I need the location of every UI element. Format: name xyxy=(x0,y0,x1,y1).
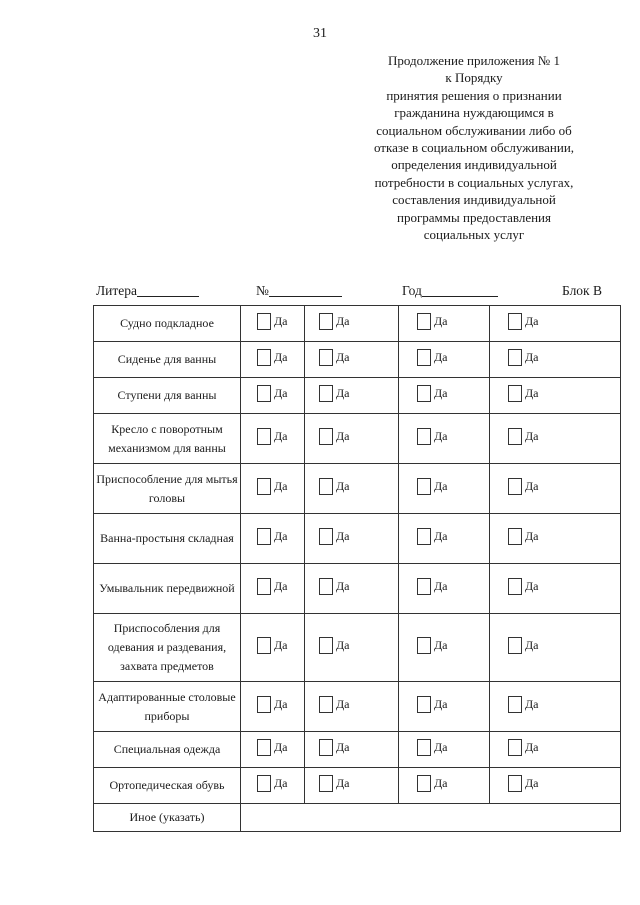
checkbox-square-icon[interactable] xyxy=(508,739,522,756)
checkbox-square-icon[interactable] xyxy=(319,428,333,445)
option-cell xyxy=(241,614,305,682)
yes-checkbox[interactable] xyxy=(417,637,448,654)
yes-checkbox[interactable] xyxy=(319,349,350,366)
option-cell xyxy=(241,564,305,614)
checkbox-square-icon[interactable] xyxy=(508,349,522,366)
litera-blank[interactable] xyxy=(137,283,199,297)
item-label: Адаптированные столовые приборы xyxy=(94,682,241,732)
checkbox-square-icon[interactable] xyxy=(257,775,271,792)
checkbox-label: Да xyxy=(336,638,350,652)
yes-checkbox[interactable] xyxy=(417,578,448,595)
checkbox-square-icon[interactable] xyxy=(257,349,271,366)
option-cell xyxy=(490,768,621,804)
table-row xyxy=(94,378,621,414)
checkbox-label: Да xyxy=(274,479,288,493)
checkbox-square-icon[interactable] xyxy=(257,637,271,654)
checkbox-label: Да xyxy=(525,697,539,711)
checkbox-square-icon[interactable] xyxy=(257,739,271,756)
checkbox-label: Да xyxy=(434,740,448,754)
yes-checkbox[interactable] xyxy=(417,313,448,330)
checkbox-square-icon[interactable] xyxy=(508,428,522,445)
checkbox-label: Да xyxy=(434,350,448,364)
checkbox-label: Да xyxy=(336,529,350,543)
yes-checkbox[interactable] xyxy=(417,696,448,713)
checkbox-label: Да xyxy=(274,350,288,364)
checkbox-label: Да xyxy=(336,579,350,593)
checkbox-square-icon[interactable] xyxy=(319,349,333,366)
yes-checkbox[interactable] xyxy=(257,478,288,495)
litera-label: Литера xyxy=(96,283,138,298)
checkbox-square-icon[interactable] xyxy=(508,313,522,330)
table-row xyxy=(94,564,621,614)
checkbox-label: Да xyxy=(525,776,539,790)
yes-checkbox[interactable] xyxy=(257,385,288,402)
option-cell xyxy=(399,464,490,514)
appendix-line: принятия решения о признании xyxy=(386,87,562,103)
table-row xyxy=(94,306,621,342)
appendix-line: составления индивидуальной xyxy=(392,192,556,208)
checkbox-square-icon[interactable] xyxy=(319,313,333,330)
option-cell xyxy=(241,514,305,564)
option-cell xyxy=(305,682,399,732)
checkbox-label: Да xyxy=(274,386,288,400)
checkbox-label: Да xyxy=(336,776,350,790)
appendix-line: программы предоставления xyxy=(397,209,551,225)
litera-field[interactable] xyxy=(96,283,137,299)
checkbox-square-icon[interactable] xyxy=(508,528,522,545)
checkbox-label: Да xyxy=(525,740,539,754)
checkbox-label: Да xyxy=(274,429,288,443)
number-blank[interactable] xyxy=(269,283,342,297)
yes-checkbox[interactable] xyxy=(257,528,288,545)
checkbox-label: Да xyxy=(274,314,288,328)
yes-checkbox[interactable] xyxy=(417,385,448,402)
checkbox-square-icon[interactable] xyxy=(257,385,271,402)
yes-checkbox[interactable] xyxy=(417,428,448,445)
checkbox-label: Да xyxy=(434,529,448,543)
yes-checkbox[interactable] xyxy=(508,637,539,654)
checkbox-square-icon[interactable] xyxy=(417,739,431,756)
checkbox-label: Да xyxy=(525,579,539,593)
option-cell xyxy=(305,306,399,342)
option-cell xyxy=(490,514,621,564)
yes-checkbox[interactable] xyxy=(508,578,539,595)
item-label: Сиденье для ванны xyxy=(94,342,241,378)
option-cell xyxy=(241,464,305,514)
yes-checkbox[interactable] xyxy=(508,313,539,330)
yes-checkbox[interactable] xyxy=(508,739,539,756)
option-cell xyxy=(399,614,490,682)
option-cell xyxy=(241,378,305,414)
appendix-line: потребности в социальных услугах, xyxy=(374,174,574,190)
checkbox-label: Да xyxy=(434,697,448,711)
checkbox-label: Да xyxy=(434,638,448,652)
item-label: Ступени для ванны xyxy=(94,378,241,414)
checkbox-square-icon[interactable] xyxy=(319,739,333,756)
item-label: Ортопедическая обувь xyxy=(94,768,241,804)
table-row xyxy=(94,732,621,768)
checkbox-label: Да xyxy=(525,638,539,652)
yes-checkbox[interactable] xyxy=(257,313,288,330)
appendix-line: к Порядку xyxy=(445,70,503,86)
checkbox-label: Да xyxy=(434,429,448,443)
checkbox-label: Да xyxy=(336,350,350,364)
other-specify-field[interactable] xyxy=(241,804,621,832)
appendix-line: социальных услуг xyxy=(423,227,525,243)
yes-checkbox[interactable] xyxy=(257,696,288,713)
table-row-other xyxy=(94,804,621,832)
checkbox-label: Да xyxy=(336,314,350,328)
yes-checkbox[interactable] xyxy=(257,637,288,654)
checkbox-square-icon[interactable] xyxy=(508,637,522,654)
appendix-heading xyxy=(340,52,608,243)
table-row xyxy=(94,682,621,732)
option-cell xyxy=(490,414,621,464)
option-cell xyxy=(490,732,621,768)
checkbox-square-icon[interactable] xyxy=(417,578,431,595)
checkbox-label: Да xyxy=(525,429,539,443)
yes-checkbox[interactable] xyxy=(257,578,288,595)
table-row xyxy=(94,514,621,564)
other-label: Иное (указать) xyxy=(94,804,241,832)
table-row xyxy=(94,768,621,804)
checkbox-label: Да xyxy=(274,638,288,652)
option-cell xyxy=(399,564,490,614)
yes-checkbox[interactable] xyxy=(319,313,350,330)
checkbox-square-icon[interactable] xyxy=(417,385,431,402)
appendix-line: определения индивидуальной xyxy=(391,157,557,173)
checkbox-label: Да xyxy=(434,479,448,493)
checkbox-label: Да xyxy=(336,479,350,493)
option-cell xyxy=(399,682,490,732)
option-cell xyxy=(490,614,621,682)
option-cell xyxy=(490,682,621,732)
appendix-line: Продолжение приложения № 1 xyxy=(388,53,560,68)
checkbox-square-icon[interactable] xyxy=(257,696,271,713)
checkbox-label: Да xyxy=(434,776,448,790)
option-cell xyxy=(399,732,490,768)
option-cell xyxy=(490,564,621,614)
checkbox-label: Да xyxy=(525,529,539,543)
item-label: Умывальник передвижной xyxy=(94,564,241,614)
checkbox-label: Да xyxy=(274,740,288,754)
table-row xyxy=(94,342,621,378)
checkbox-square-icon[interactable] xyxy=(417,428,431,445)
checkbox-square-icon[interactable] xyxy=(417,696,431,713)
option-cell xyxy=(241,414,305,464)
checklist-table xyxy=(93,305,621,832)
item-label: Судно подкладное xyxy=(94,306,241,342)
checkbox-label: Да xyxy=(525,314,539,328)
checkbox-label: Да xyxy=(525,386,539,400)
checkbox-label: Да xyxy=(336,697,350,711)
checkbox-square-icon[interactable] xyxy=(508,696,522,713)
checkbox-square-icon[interactable] xyxy=(257,313,271,330)
checkbox-label: Да xyxy=(525,479,539,493)
option-cell xyxy=(241,342,305,378)
checkbox-label: Да xyxy=(274,697,288,711)
option-cell xyxy=(305,732,399,768)
checkbox-label: Да xyxy=(336,740,350,754)
block-label: Блок В xyxy=(562,283,602,298)
yes-checkbox[interactable] xyxy=(319,775,350,792)
option-cell xyxy=(399,768,490,804)
option-cell xyxy=(241,682,305,732)
option-cell xyxy=(399,378,490,414)
checkbox-square-icon[interactable] xyxy=(508,578,522,595)
table-row xyxy=(94,614,621,682)
option-cell xyxy=(241,732,305,768)
yes-checkbox[interactable] xyxy=(417,739,448,756)
checkbox-square-icon[interactable] xyxy=(319,385,333,402)
checkbox-square-icon[interactable] xyxy=(319,637,333,654)
checkbox-square-icon[interactable] xyxy=(319,578,333,595)
item-label: Приспособления для одевания и раздевания, захвата предметов xyxy=(94,614,241,682)
table-row xyxy=(94,464,621,514)
yes-checkbox[interactable] xyxy=(257,428,288,445)
checkbox-square-icon[interactable] xyxy=(319,528,333,545)
option-cell xyxy=(241,768,305,804)
yes-checkbox[interactable] xyxy=(417,528,448,545)
yes-checkbox[interactable] xyxy=(508,385,539,402)
yes-checkbox[interactable] xyxy=(319,578,350,595)
checkbox-square-icon[interactable] xyxy=(319,696,333,713)
item-label: Ванна-простыня складная xyxy=(94,514,241,564)
yes-checkbox[interactable] xyxy=(319,478,350,495)
yes-checkbox[interactable] xyxy=(257,739,288,756)
year-blank[interactable] xyxy=(422,283,498,297)
yes-checkbox[interactable] xyxy=(508,428,539,445)
number-field[interactable] xyxy=(256,283,269,299)
yes-checkbox[interactable] xyxy=(417,775,448,792)
option-cell xyxy=(305,378,399,414)
checkbox-label: Да xyxy=(274,579,288,593)
item-label: Приспособление для мытья головы xyxy=(94,464,241,514)
yes-checkbox[interactable] xyxy=(257,775,288,792)
checkbox-square-icon[interactable] xyxy=(508,775,522,792)
option-cell xyxy=(490,306,621,342)
option-cell xyxy=(305,564,399,614)
table-row xyxy=(94,414,621,464)
checkbox-square-icon[interactable] xyxy=(257,478,271,495)
option-cell xyxy=(305,768,399,804)
checkbox-square-icon[interactable] xyxy=(508,478,522,495)
yes-checkbox[interactable] xyxy=(319,385,350,402)
yes-checkbox[interactable] xyxy=(508,696,539,713)
appendix-line: социальном обслуживании либо об xyxy=(376,122,572,138)
checkbox-square-icon[interactable] xyxy=(319,478,333,495)
checkbox-label: Да xyxy=(336,429,350,443)
yes-checkbox[interactable] xyxy=(417,478,448,495)
option-cell xyxy=(305,514,399,564)
checkbox-square-icon[interactable] xyxy=(417,528,431,545)
yes-checkbox[interactable] xyxy=(257,349,288,366)
option-cell xyxy=(399,306,490,342)
checkbox-square-icon[interactable] xyxy=(257,428,271,445)
checkbox-square-icon[interactable] xyxy=(417,637,431,654)
checkbox-square-icon[interactable] xyxy=(257,578,271,595)
option-cell xyxy=(305,614,399,682)
number-label: № xyxy=(256,283,269,298)
item-label: Специальная одежда xyxy=(94,732,241,768)
checkbox-label: Да xyxy=(274,776,288,790)
checkbox-label: Да xyxy=(434,579,448,593)
option-cell xyxy=(490,342,621,378)
yes-checkbox[interactable] xyxy=(319,696,350,713)
yes-checkbox[interactable] xyxy=(508,775,539,792)
checkbox-square-icon[interactable] xyxy=(508,385,522,402)
checkbox-square-icon[interactable] xyxy=(417,349,431,366)
yes-checkbox[interactable] xyxy=(319,739,350,756)
option-cell xyxy=(399,514,490,564)
yes-checkbox[interactable] xyxy=(417,349,448,366)
checkbox-label: Да xyxy=(525,350,539,364)
checkbox-square-icon[interactable] xyxy=(257,528,271,545)
option-cell xyxy=(490,464,621,514)
checkbox-square-icon[interactable] xyxy=(417,313,431,330)
checkbox-square-icon[interactable] xyxy=(417,775,431,792)
option-cell xyxy=(490,378,621,414)
option-cell xyxy=(241,306,305,342)
year-field[interactable] xyxy=(402,283,422,299)
checkbox-label: Да xyxy=(336,386,350,400)
yes-checkbox[interactable] xyxy=(319,428,350,445)
option-cell xyxy=(399,414,490,464)
yes-checkbox[interactable] xyxy=(508,478,539,495)
year-label: Год xyxy=(402,283,422,298)
yes-checkbox[interactable] xyxy=(319,637,350,654)
option-cell xyxy=(305,464,399,514)
yes-checkbox[interactable] xyxy=(319,528,350,545)
checkbox-label: Да xyxy=(274,529,288,543)
appendix-line: отказе в социальном обслуживании, xyxy=(373,140,575,156)
page-number: 31 xyxy=(313,26,327,41)
checkbox-label: Да xyxy=(434,386,448,400)
option-cell xyxy=(399,342,490,378)
item-label: Кресло с поворотным механизмом для ванны xyxy=(94,414,241,464)
checkbox-square-icon[interactable] xyxy=(319,775,333,792)
option-cell xyxy=(305,342,399,378)
checkbox-label: Да xyxy=(434,314,448,328)
appendix-line: гражданина нуждающимся в xyxy=(394,105,554,121)
yes-checkbox[interactable] xyxy=(508,528,539,545)
form-header-row xyxy=(96,283,616,303)
checkbox-square-icon[interactable] xyxy=(417,478,431,495)
yes-checkbox[interactable] xyxy=(508,349,539,366)
option-cell xyxy=(305,414,399,464)
